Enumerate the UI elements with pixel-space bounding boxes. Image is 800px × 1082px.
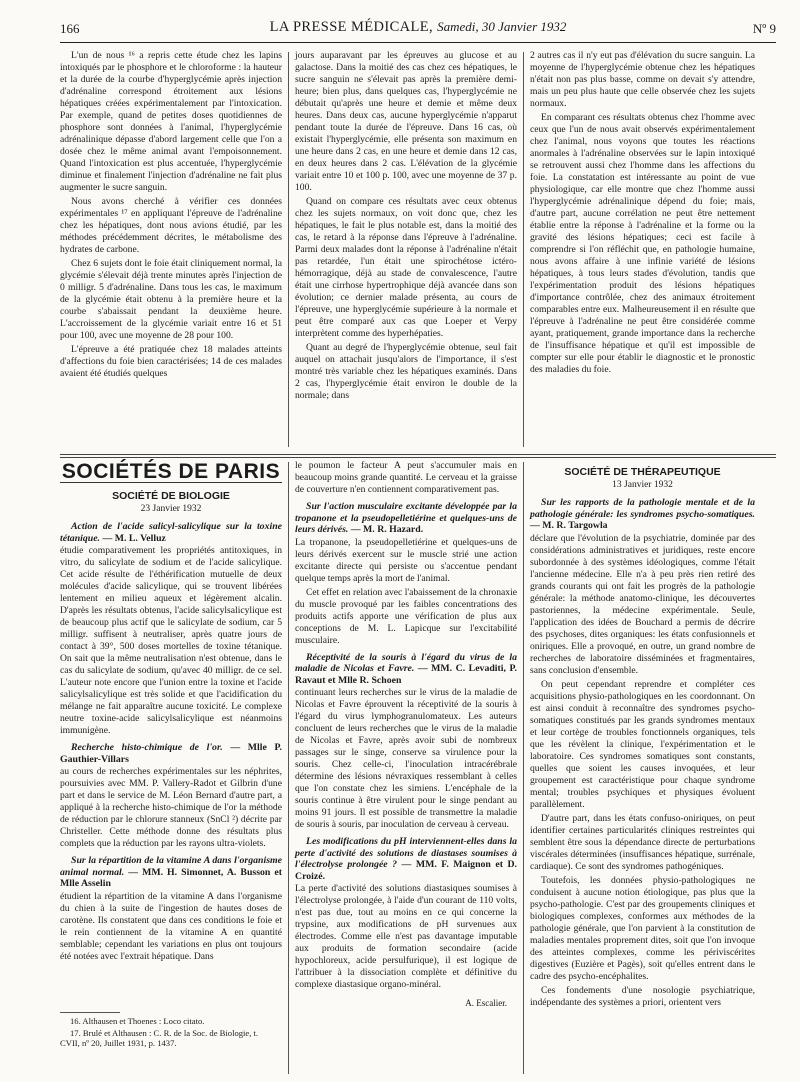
communication-title: Les modifications du pH interviennent-elles dans la perte d'activité des solutions de diastases soumises à l'électrolyse prolongée ? — MM. F. Maignon et D. Croizé.: [295, 836, 517, 882]
section-separator: [60, 454, 776, 455]
societes-column-1: [60, 460, 282, 965]
paragraph: On peut cependant reprendre et compléter ces acquisitions physio-pathologiques en les coordonnant. On est ainsi conduit à reconnaître des syndromes psycho-somatiques constitués par les grands syndromes mentaux et leur cortège de troubles fonctionnels organiques, tels que les révèlent la clinique, l'expérimentation et le laboratoire. Ces syndromes somatiques sont constants, quelles que soient les causes invoquées, et leur groupement est caractéristique pour chaque syndrome mental; troubles psychiques et physiques évoluent parallèlement.: [530, 678, 755, 810]
authors: — MM. C. Levaditi, P. Ravaut et Mlle R. Schoen: [295, 663, 517, 686]
paragraph: au cours de recherches expérimentales sur les néphrites, poursuivies avec MM. P. Vallery-Radot et Gilbrin d'une part et dans le service de M. Léon Bernard d'autre part, a appliqué à la recherche histo-chimique de l'or la méthode de réduction par le chlorure stanneux (SnCl ²) décrite par Christeller. Cette méthode donne des résultats plus complets que la réduction par les rayons ultra-violets.: [60, 766, 282, 849]
paragraph: La tropanone, la pseudopelletiérine et quelques-uns de leurs dérivés exercent sur le muscle strié une action excitante directe qui persiste ou s'accentue pendant quelque temps après la mort de l'animal.: [295, 536, 517, 584]
column-divider: [523, 462, 524, 1074]
journal-name: LA PRESSE MÉDICALE,: [269, 19, 434, 35]
paragraph: L'épreuve a été pratiquée chez 18 malades atteints d'affections du foie bien caractérisées; 14 de ces malades avaient été étudiés quelques: [60, 344, 282, 379]
column-divider: [523, 52, 524, 447]
communication-title: Sur les rapports de la pathologie mentale et de la pathologie générale: les syndromes psycho-somatiques. — M. R. Targowla: [530, 497, 755, 531]
communication-title: Sur la répartition de la vitamine A dans l'organisme animal normal. — MM. H. Simonnet, A. Busson et Mlle Asselin: [60, 855, 283, 889]
authors: — Mlle P. Gauthier-Villars: [60, 742, 282, 765]
footnote-rule: [60, 1012, 120, 1013]
paragraph: 2 autres cas il n'y eut pas d'élévation du sucre sanguin. La moyenne de l'hyperglycémie obtenue chez les hépatiques n'était non pas plus basse, comme on devait s'y attendre, mais un peu plus haute que celle observée chez les sujets normaux.: [530, 50, 755, 109]
communication-title: Sur l'action musculaire excitante développée par la tropanone et la pseudopelletiérine et quelques-uns de leurs dérivés. — M. R. Hazard.: [295, 501, 517, 535]
paragraph: Quand on compare ces résultats avec ceux obtenus chez les sujets normaux, on voit donc que, chez les hépatiques, le fait le plus notable est, dans la moitié des cas, le retard à la réponse dans l'épreuve à l'adrénaline. Parmi deux malades dont la réponse à l'adrénaline n'était pas retardée, l'un était une spirochétose ictéro-hémorragique, déjà au stade de convalescence, l'autre était une cirrhose hypertrophique déjà avancée dans son évolution; ce dernier malade présenta, au cours de l'épreuve, une hyperglycémie supérieure à la normale et peut être comparé aux cas que Loeper et Verpy interprètent comme des hyperhépaties.: [295, 196, 517, 339]
paragraph: déclare que l'évolution de la psychiatrie, dominée par des considérations administratives et juridiques, reste encore subordonnée à des systèmes idéologiques, comme l'était l'ancienne médecine. Elle n'a à peu près rien retiré des grands courants qui ont fait les progrès de la pathologie générale: la méthode anatomo-clinique, les découvertes pastoriennes, la médecine expérimentale. Seule, l'application des idées de Bouchard a permis de décrire des psychoses, dites organiques: les états confusionnels et oniriques. Elle a provoqué, en outre, un grand nombre de recherches de laboratoire disséminées et fragmentaires, sans conclusion d'ensemble.: [530, 532, 755, 676]
footnote: 17. Brulé et Althausen : C. R. de la Soc. de Biologie, t. CVII, nº 20, Juillet 1931, p. 1437.: [60, 1027, 259, 1048]
communication-title: Recherche histo-chimique de l'or. — Mlle P. Gauthier-Villars: [60, 742, 282, 765]
authors: — M. L. Velluz: [102, 532, 166, 544]
paragraph: Toutefois, les données physio-pathologiques ne conduisent à aucune notion étiologique, pas plus que la psycho-pathologie. C'est par des groupements cliniques et biologiques complexes, conformes aux méthodes de la pathologie générale, que l'on parvient à la constitution de maladies mentales proprement dites, soit que l'on invoque des atteintes complexes, comme les périviscérites digestives (Euzière et Pagès), soit qu'elles entrent dans le cadre des psycho-encéphalites.: [530, 874, 755, 982]
newspaper-page: [60, 0, 776, 1082]
issue-date: Samedi, 30 Janvier 1932: [437, 19, 567, 34]
paragraph: La perte d'activité des solutions diastasiques soumises à l'électrolyse prolongée, à l'aide d'un courant de 110 volts, n'est pas due, tout au moins en ce qui concerne la trypsine, aux modifications de pH survenues aux électrodes. Comme elle n'est pas davantage imputable aux produits de formation secondaire (acide hypochloreux, acide persulfurique), il est logique de l'attribuer à la dissociation complète et définitive du complexe diastasique organo-minéral.: [295, 883, 517, 990]
paragraph: En comparant ces résultats obtenus chez l'homme avec ceux que l'un de nous avait observés expérimentalement chez l'animal, nous voyons que toutes les réactions anormales à l'adrénaline observées sur le lapin intoxiqué se retrouvent aussi chez l'homme dans les affections du foie. La constatation est intéressante au point de vue physiologique, car elle montre que chez l'homme aussi l'hyperglycémie adrénalinique dépend du foie; mais, d'autre part, aucune corrélation ne peut être nettement établie entre la réponse à l'adrénaline et la forme ou la gravité des lésions hépatiques; ceci est facile à comprendre si l'on réfléchit que, en pathologie humaine, nous avons affaire à une infinie variété de lésions hépatiques, à tous leurs stades d'évolution, tandis que l'expérimentation produit des lésions hépatiques d'importance contrôlée, chez des animaux étroitement comparables entre eux. Malheureusement il en résulte que l'épreuve à l'adrénaline ne peut être considérée comme ayant, pratiquement, grande importance dans la recherche de l'insuffisance hépatique et qu'il est impossible de compter sur elle pour établir le diagnostic et le pronostic des maladies du foie.: [530, 112, 755, 375]
article-column-1: [60, 50, 282, 382]
authors: — MM. F. Maignon et D. Croizé.: [295, 859, 517, 882]
communication-title: Réceptivité de la souris à l'égard du virus de la maladie de Nicolas et Favre. — MM. C. Levaditi, P. Ravaut et Mlle R. Schoen: [295, 651, 517, 686]
column-divider: [288, 462, 289, 1074]
section-title: SOCIÉTÉS DE PARIS: [61, 460, 281, 483]
authors: — M. R. Hazard.: [350, 524, 424, 535]
society-heading: SOCIÉTÉ DE BIOLOGIE: [112, 490, 230, 502]
section-separator-double: [60, 457, 776, 458]
page-header: [60, 18, 776, 43]
journal-title-line: [60, 19, 776, 36]
communication-title: Action de l'acide salicyl-salicylique sur la toxine tétanique. — M. L. Velluz: [60, 521, 282, 544]
footnotes: [60, 1012, 276, 1050]
paragraph: Nous avons cherché à vérifier ces données expérimentales ¹⁷ en appliquant l'épreuve de l'adrénaline chez les hépatiques, dont nous avions étudié, par les méthodes précédemment décrites, le métabolisme des hydrates de carbone.: [60, 196, 282, 255]
signature: A. Escalier.: [465, 998, 507, 1008]
article-column-3: [530, 50, 755, 378]
session-date: 13 Janvier 1932: [612, 480, 673, 490]
column-divider: [288, 52, 289, 447]
paragraph: Chez 6 sujets dont le foie était cliniquement normal, la glycémie s'élevait déjà trente minutes après l'injection de 0 milligr. 5 d'adrénaline. Dans tous les cas, le maximum de la glycémie était obtenu à la première heure et la courbe s'abaissait pendant la deuxième heure. L'accroissement de la glycémie variait entre 16 et 51 pour 100, avec une moyenne de 28 pour 100.: [60, 258, 282, 341]
paragraph: continuant leurs recherches sur le virus de la maladie de Nicolas et Favre éprouvent la réceptivité de la souris à l'égard du virus lymphogranulomateux. Les auteurs concluent de leurs recherches que le virus de la maladie de Nicolas et Favre, après avoir subi de nombreux passages sur le singe, conserve sa virulence pour la souris. Chez celle-ci, l'inoculation intracérébrale détermine des lésions névraxiques ressemblant à celles que l'on constate chez les simiens. L'encéphale de la souris continue à être virulent pour le singe pendant au moins 91 jours. Il est possible de transmettre la maladie de souris à souris, par inoculation de cerveau à cerveau.: [295, 687, 517, 830]
paragraph: Ces fondements d'une nosologie psychiatrique, indépendante des systèmes a priori, orientent vers: [530, 984, 755, 1008]
article-column-2: [295, 50, 517, 404]
paragraph: Quant au degré de l'hyperglycémie obtenue, seul fait auquel on attachait jusqu'alors de l'importance, il s'est montré très variable chez les hépatiques examinés. Dans 2 cas, l'hyperglycémie était environ le double de la normale; dans: [295, 342, 517, 401]
paragraph: L'un de nous ¹⁶ a repris cette étude chez les lapins intoxiqués par le phosphore et le chloroforme : la hauteur et la durée de la courbe d'hyperglycémie après injection d'adrénaline correspond étroitement aux lésions hépatiques créées expérimentalement par l'intoxication. Par exemple, quand de petites doses quotidiennes de phosphore sont données à l'animal, l'hyperglycémie adrénalinique dépasse d'abord largement celle que l'on a dosée chez le même animal avant l'empoisonnement. Quand l'intoxication est plus accentuée, l'hyperglycémie diminue et finalement l'injection d'adrénaline ne fait plus augmenter le sucre sanguin.: [60, 50, 282, 193]
footnote: 16. Althausen et Thoenes : Loco citato.: [70, 1016, 205, 1026]
issue-number: Nº 9: [752, 21, 776, 36]
societes-column-3: [530, 460, 755, 1011]
session-date: 23 Janvier 1932: [140, 504, 202, 514]
paragraph: le poumon le facteur A peut s'accumuler mais en beaucoup moins grande quantité. Le cerveau et la graisse de couverture n'en contiennent comparativement pas.: [295, 460, 517, 495]
authors: — MM. H. Simonnet, A. Busson et Mlle Asselin: [60, 866, 283, 889]
societes-column-2: [295, 460, 517, 1009]
authors: — M. R. Targowla: [530, 520, 608, 531]
paragraph: Cet effet en relation avec l'abaissement de la chronaxie du muscle provoqué par les faibles concentrations des produits actifs apporte une vérification de plus aux conceptions de M. L. Lapicque sur l'excitabilité musculaire.: [295, 586, 517, 646]
paragraph: D'autre part, dans les états confuso-oniriques, on peut identifier certaines particularités cliniques restreintes qui semblent être sous la dépendance directe de perturbations viscérales déterminées (insuffisances hépatique, surrénale, cardiaque). Ce sont des syndromes pathogéniques.: [530, 812, 755, 872]
paragraph: étudie comparativement les propriétés antitoxiques, in vitro, du salicylate de sodium et de l'acide salicylique. Cet acide résulte de l'éthérification mutuelle de deux molécules d'acide salicylique, qui se trouvent libérées lentement en milieu aqueux et légèrement alcalin. D'après les résultats obtenus, l'acide salicylsalicylique est de beaucoup plus actif que le salicylate de sodium, car 5 milligr. suffisent à neutraliser, après quatre jours de contact à 39°, 500 doses mortelles de toxine tétanique. On sait que la même neutralisation n'est obtenue, dans le cas du salicylate de sodium, qu'avec 40 milligr. de ce sel. L'auteur note encore que l'union entre la toxine et l'acide salicylsalicylique est très solide et que l'acidification du mélange ne fait apparaître aucune toxicité. Le complexe neutre toxine-acide salicylsalicylique est néanmoins immunigène.: [60, 545, 282, 736]
society-heading: SOCIÉTÉ DE THÉRAPEUTIQUE: [564, 466, 721, 478]
paragraph: jours auparavant par les épreuves au glucose et au galactose. Dans la moitié des cas chez ces hépatiques, le sucre sanguin ne s'élevait pas après la première demi-heure; bien plus, dans quelques cas, l'hyperglycémie ne débutait qu'après une heure et demie et même deux heures. Dans deux cas, aucune hyperglycémie n'apparut pendant toute la durée de l'épreuve. Dans 16 cas, où existait l'hyperglycémie, elle présenta son maximum en une heure dans 2 cas, en une heure et demie dans 12 cas, en deux heures dans 2 cas. L'élévation de la glycémie variait entre 10 et 100 p. 100, avec une moyenne de 37 p. 100.: [295, 50, 517, 193]
paragraph: étudient la répartition de la vitamine A dans l'organisme du chien à la suite de l'ingestion de hautes doses de carotène. Ils constatent que dans ces conditions le foie et le rein contiennent de la vitamine A en quantité semblable; cependant les variations en plus ont toujours été notées avec l'extrait hépatique. Dans: [60, 890, 282, 962]
page-number: 166: [60, 21, 80, 36]
